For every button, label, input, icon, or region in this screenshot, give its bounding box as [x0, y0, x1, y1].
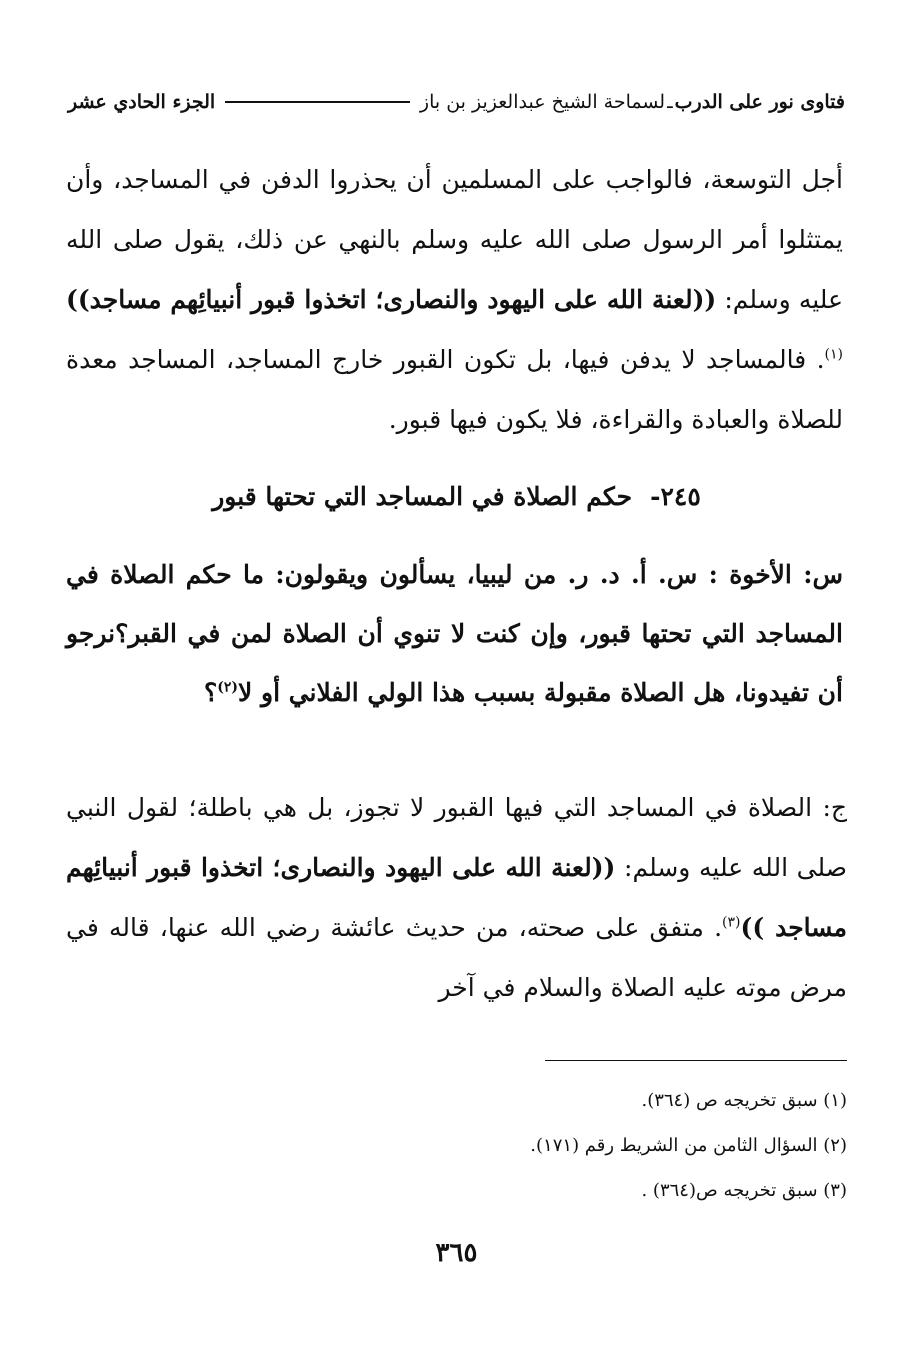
- page-number: ٣٦٥: [435, 1238, 478, 1268]
- footnote-3: (٣) سبق تخريجه ص(٣٦٤) .: [641, 1180, 847, 1201]
- footnote-1: (١) سبق تخريجه ص (٣٦٤).: [641, 1090, 847, 1111]
- hadith-quote: ((لعنة الله على اليهود والنصارى؛ اتخذوا قبور أنبيائِهم مساجد)): [66, 285, 717, 314]
- footnote-ref-3: (٣): [722, 914, 741, 931]
- footnote-ref-1: (١): [824, 346, 843, 363]
- running-header: [68, 84, 845, 120]
- section-heading: [0, 472, 913, 522]
- author-name: لسماحة الشيخ عبدالعزيز بن باز: [419, 91, 666, 113]
- footnote-rule: [545, 1060, 847, 1061]
- section-title: حكم الصلاة في المساجد التي تحتها قبور: [212, 482, 633, 511]
- continuation-text-1: أجل التوسعة، فالواجب على المسلمين أن يحذروا الدفن في المساجد، وأن يمتثلوا أمر الرسول صلى الله عليه وسلم بالنهي عن ذلك، يقول صلى الله عليه وسلم:: [66, 165, 843, 314]
- volume-label: الجزء الحادي عشر: [68, 91, 216, 113]
- answer-text-2: . متفق على صحته، من حديث عائشة رضي الله عنها، قاله في مرض موته عليه الصلاة والسلام في آخر: [66, 913, 847, 1002]
- header-rule: [225, 101, 410, 103]
- answer-text-1: الصلاة في المساجد التي فيها القبور لا تجوز، بل هي باطلة؛ لقول النبي صلى الله عليه وسلم:: [66, 793, 847, 882]
- hadith-quote-2: ((لعنة الله على اليهود والنصارى؛ اتخذوا قبور أنبيائِهم مساجد )): [66, 853, 847, 942]
- answer-marker: ج:: [822, 793, 847, 822]
- footnote-2: (٢) السؤال الثامن من الشريط رقم (١٧١).: [530, 1135, 847, 1156]
- question-marker: س:: [803, 560, 843, 589]
- footnotes: [287, 1078, 847, 1213]
- continuation-text-2: . فالمساجد لا يدفن فيها، بل تكون القبور خارج المساجد، المساجد معدة للصلاة والعبادة والقراءة، فلا يكون فيها قبور.: [66, 345, 843, 434]
- footnote-ref-2: (٢): [217, 679, 239, 696]
- question-text: الأخوة : س. أ. د. ر. من ليبيا، يسألون ويقولون: ما حكم الصلاة في المساجد التي تحتها قبور، وإن كنت لا تنوي أن الصلاة لمن في القبر؟نرجو أن تفيدونا، هل الصلاة مقبولة بسبب هذا الولي الفلاني أو لا: [66, 560, 843, 707]
- book-title: فتاوى نور على الدرب: [674, 91, 845, 113]
- section-number: ٢٤٥-: [650, 482, 701, 511]
- continuation-paragraph: [66, 150, 843, 450]
- question-paragraph: [66, 545, 843, 722]
- answer-paragraph: [66, 778, 847, 1018]
- header-separator: ـ: [667, 91, 673, 113]
- question-end: ؟: [203, 678, 218, 707]
